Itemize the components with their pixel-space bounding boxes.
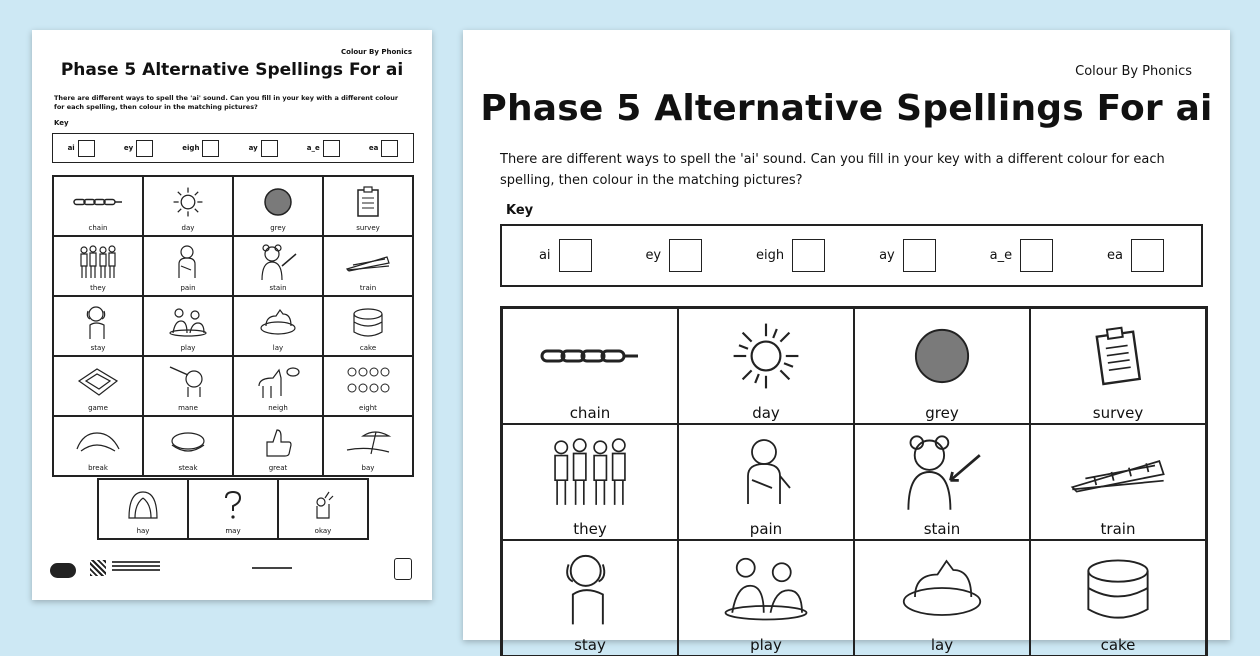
key-item: [756, 239, 825, 272]
picture-word: lay: [272, 344, 284, 352]
key-spelling: a_e: [989, 248, 1013, 263]
key-item: [307, 140, 340, 157]
picture-cell[interactable]: [502, 540, 678, 656]
picture-cell[interactable]: [53, 236, 143, 296]
key-label: Key: [506, 203, 534, 218]
horse-neighing-icon: [255, 366, 301, 398]
picture-cell[interactable]: [53, 296, 143, 356]
publisher-logo: [50, 563, 76, 578]
colour-square[interactable]: [903, 239, 936, 272]
sun-icon: [171, 185, 205, 219]
instructions: There are different ways to spell the 'ai' sound. Can you fill in your key with a different colour for each spelling, then colour in the matching pictures?: [500, 152, 1165, 188]
picture-word: they: [90, 284, 106, 292]
picture-cell[interactable]: [678, 540, 854, 656]
picture-word: steak: [178, 464, 198, 472]
key-item: [645, 239, 702, 272]
picture-cell[interactable]: [678, 424, 854, 540]
key-item: [879, 239, 936, 272]
colour-square[interactable]: [1020, 239, 1053, 272]
question-mark-icon: [223, 490, 243, 520]
key-item: [68, 140, 95, 157]
key-spelling: ay: [248, 144, 258, 152]
key-item: [182, 140, 219, 157]
picture-cell[interactable]: [53, 416, 143, 476]
key-spelling: ea: [1107, 248, 1123, 263]
clipboard-icon: [1096, 325, 1140, 387]
train-icon: [345, 253, 391, 271]
key-box: [52, 133, 414, 163]
picture-word: okay: [314, 527, 332, 535]
picture-cell[interactable]: [143, 296, 233, 356]
picture-cell[interactable]: [502, 424, 678, 540]
picture-cell[interactable]: [323, 176, 413, 236]
grey-circle-icon: [913, 327, 971, 385]
lion-icon: [168, 365, 208, 399]
person-in-pain-icon: [736, 435, 796, 509]
teddy-bear-icon: [900, 434, 984, 510]
picture-word: neigh: [268, 404, 288, 412]
key-spelling: ai: [67, 144, 75, 152]
teddy-bear-icon: [258, 244, 298, 280]
colour-square[interactable]: [669, 239, 702, 272]
people-icon: [78, 244, 118, 280]
hen-on-nest-icon: [258, 308, 298, 336]
instructions: There are different ways to spell the 'ai' sound. Can you fill in your key with a different colour for each spelling, then colour in the matching pictures?: [54, 94, 399, 111]
picture-word: stain: [923, 520, 961, 538]
picture-word: survey: [1092, 404, 1144, 422]
picture-word: great: [268, 464, 288, 472]
key-spelling: ey: [123, 144, 134, 152]
children-playing-icon: [168, 307, 208, 337]
picture-grid: [500, 306, 1208, 656]
key-box: [500, 224, 1203, 287]
picture-cell[interactable]: [854, 308, 1030, 424]
eight-bears-icon: [346, 366, 390, 398]
grey-circle-icon: [263, 187, 293, 217]
footer-url: [252, 567, 292, 569]
key-spelling: ea: [368, 144, 379, 152]
picture-cell[interactable]: [1030, 540, 1206, 656]
dog-icon: [560, 550, 620, 626]
board-game-icon: [77, 367, 119, 397]
picture-cell[interactable]: [854, 540, 1030, 656]
beach-umbrella-icon: [345, 428, 391, 456]
picture-cell[interactable]: [323, 296, 413, 356]
colour-square[interactable]: [559, 239, 592, 272]
key-spelling: eigh: [182, 144, 200, 152]
picture-word: break: [88, 464, 108, 472]
worksheet-page: [463, 30, 1230, 654]
clipboard-icon: [356, 186, 380, 218]
person-in-pain-icon: [173, 244, 203, 280]
steak-icon: [168, 429, 208, 455]
colour-square[interactable]: [792, 239, 825, 272]
picture-word: stain: [269, 284, 287, 292]
colour-square[interactable]: [261, 140, 278, 157]
haystack-icon: [127, 490, 159, 520]
picture-word: eight: [359, 404, 377, 412]
chain-icon: [539, 346, 641, 366]
picture-cell[interactable]: [53, 176, 143, 236]
picture-word: stay: [90, 344, 106, 352]
picture-word: train: [359, 284, 377, 292]
key-spelling: ey: [645, 248, 662, 263]
picture-word: survey: [356, 224, 380, 232]
picture-word: bay: [361, 464, 375, 472]
picture-word: chain: [88, 224, 108, 232]
picture-cell[interactable]: [188, 479, 278, 539]
colour-square[interactable]: [78, 140, 95, 157]
picture-cell[interactable]: [1030, 308, 1206, 424]
picture-cell[interactable]: [323, 236, 413, 296]
picture-word: chain: [569, 404, 611, 422]
picture-cell[interactable]: [278, 479, 368, 539]
picture-cell[interactable]: [1030, 424, 1206, 540]
key-item: [1107, 239, 1164, 272]
picture-word: stay: [574, 636, 606, 654]
picture-word: mane: [178, 404, 198, 412]
picture-word: grey: [925, 404, 959, 422]
picture-word: pain: [749, 520, 783, 538]
footer-text: [112, 561, 160, 563]
picture-cell[interactable]: [143, 176, 233, 236]
train-icon: [1068, 452, 1168, 492]
colour-square[interactable]: [1131, 239, 1164, 272]
key-label: Key: [54, 119, 69, 127]
children-playing-icon: [721, 554, 811, 622]
picture-cell[interactable]: [143, 356, 233, 416]
picture-word: lay: [930, 636, 954, 654]
picture-word: may: [225, 527, 241, 535]
picture-word: they: [573, 520, 607, 538]
qr-code: [90, 560, 106, 576]
footer-badge: [394, 558, 412, 580]
key-spelling: eigh: [756, 248, 785, 263]
key-item: [369, 140, 398, 157]
brand-label: Colour By Phonics: [341, 48, 412, 56]
key-item: [249, 140, 278, 157]
key-item: [990, 239, 1053, 272]
picture-cell[interactable]: [233, 296, 323, 356]
key-item: [539, 239, 592, 272]
picture-cell[interactable]: [233, 416, 323, 476]
picture-cell[interactable]: [854, 424, 1030, 540]
hen-on-nest-icon: [897, 556, 987, 620]
chain-icon: [73, 195, 123, 209]
key-item: [124, 140, 153, 157]
cake-icon: [351, 306, 385, 338]
thumbs-up-icon: [263, 426, 293, 458]
colour-square[interactable]: [323, 140, 340, 157]
picture-cell[interactable]: [233, 236, 323, 296]
picture-word: grey: [270, 224, 286, 232]
key-spelling: ay: [879, 248, 895, 263]
picture-cell[interactable]: [233, 356, 323, 416]
picture-word: play: [180, 344, 196, 352]
extra-picture-row: [97, 478, 369, 540]
picture-word: day: [752, 404, 780, 422]
people-icon: [548, 435, 632, 509]
picture-cell[interactable]: [323, 356, 413, 416]
picture-word: cake: [1100, 636, 1136, 654]
picture-word: game: [88, 404, 108, 412]
colour-square[interactable]: [381, 140, 398, 157]
picture-cell[interactable]: [143, 416, 233, 476]
picture-word: pain: [180, 284, 196, 292]
picture-cell[interactable]: [323, 416, 413, 476]
picture-word: cake: [359, 344, 377, 352]
picture-cell[interactable]: [678, 308, 854, 424]
picture-cell[interactable]: [143, 236, 233, 296]
colour-square[interactable]: [136, 140, 153, 157]
picture-cell[interactable]: [53, 356, 143, 416]
cake-icon: [1082, 554, 1154, 622]
hands-breaking-icon: [75, 427, 121, 457]
brand-label: Colour By Phonics: [1075, 64, 1192, 79]
picture-grid: [52, 175, 414, 477]
picture-word: day: [181, 224, 195, 232]
key-spelling: ai: [538, 248, 551, 263]
okay-hand-icon: [311, 490, 335, 520]
dog-icon: [84, 305, 112, 339]
picture-word: train: [1100, 520, 1136, 538]
sun-icon: [730, 320, 802, 392]
picture-word: hay: [136, 527, 150, 535]
key-spelling: a_e: [306, 144, 320, 152]
worksheet-title: Phase 5 Alternative Spellings For ai: [60, 60, 404, 80]
worksheet-title: Phase 5 Alternative Spellings For ai: [480, 88, 1213, 129]
picture-cell[interactable]: [502, 308, 678, 424]
picture-cell[interactable]: [233, 176, 323, 236]
picture-word: play: [750, 636, 782, 654]
worksheet-thumbnail: [32, 30, 432, 600]
colour-square[interactable]: [202, 140, 219, 157]
picture-cell[interactable]: [98, 479, 188, 539]
